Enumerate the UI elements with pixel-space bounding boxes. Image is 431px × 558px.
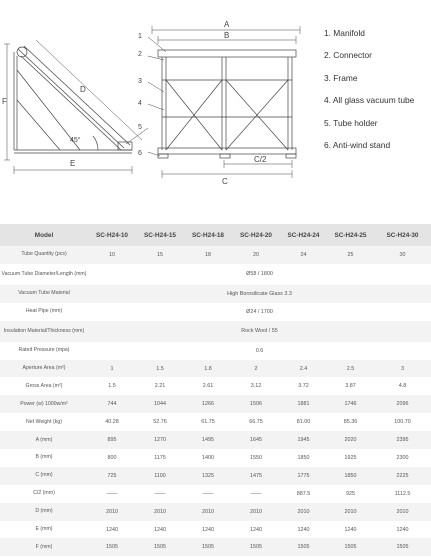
legend-item-anti-wind-stand: 6. Anti-wind stand <box>324 139 391 150</box>
dim-label-d: D <box>80 85 86 94</box>
angle-label: 45° <box>70 137 81 144</box>
table-cell: 3.72 <box>280 377 327 395</box>
spec-table-body <box>0 246 431 556</box>
table-cell: 1495 <box>184 431 232 449</box>
table-row <box>0 377 431 395</box>
row-label: Tube Quantity (pcs) <box>0 246 88 264</box>
table-cell: 1775 <box>280 467 327 485</box>
header-model-col: SC-H24-25 <box>327 224 374 246</box>
header-model-col: SC-H24-30 <box>374 224 431 246</box>
table-cell: 1240 <box>327 521 374 539</box>
table-row <box>0 264 431 285</box>
table-cell: 1550 <box>232 449 280 467</box>
table-row <box>0 246 431 264</box>
table-cell: 2010 <box>232 503 280 521</box>
table-row <box>0 449 431 467</box>
table-cell: 2.5 <box>327 360 374 378</box>
row-label: E (mm) <box>0 521 88 539</box>
table-cell: 1475 <box>232 467 280 485</box>
table-cell: 800 <box>88 449 136 467</box>
table-cell: 2010 <box>136 503 184 521</box>
row-label: Aperture Area (m²) <box>0 360 88 378</box>
table-cell: 1506 <box>232 395 280 413</box>
row-label: D (mm) <box>0 503 88 521</box>
table-cell: 1.5 <box>136 360 184 378</box>
table-cell: 2020 <box>327 431 374 449</box>
table-row <box>0 395 431 413</box>
table-cell: 30 <box>374 246 431 264</box>
row-label: C (mm) <box>0 467 88 485</box>
table-cell: 25 <box>327 246 374 264</box>
table-row <box>0 485 431 503</box>
table-cell: —— <box>136 485 184 503</box>
table-cell: 1505 <box>88 538 136 556</box>
header-model-col: SC-H24-20 <box>232 224 280 246</box>
table-cell: 1.5 <box>88 377 136 395</box>
table-cell: 1505 <box>184 538 232 556</box>
table-cell: 1505 <box>327 538 374 556</box>
table-cell: 24 <box>280 246 327 264</box>
table-cell-span: High Borosilicate Glass 3.3 <box>88 285 431 303</box>
row-label: Power (w) 1000w/m² <box>0 395 88 413</box>
table-row <box>0 467 431 485</box>
table-cell: 1746 <box>327 395 374 413</box>
table-cell: 1240 <box>374 521 431 539</box>
table-cell: 18 <box>184 246 232 264</box>
table-cell: 1112.5 <box>374 485 431 503</box>
legend-item-manifold: 1. Manifold <box>324 28 365 38</box>
table-cell: 3.12 <box>232 377 280 395</box>
dim-label-c: C <box>222 177 228 186</box>
table-cell: —— <box>232 485 280 503</box>
legend-item-tube-holder: 5. Tube holder <box>324 117 378 128</box>
table-cell: 3 <box>374 360 431 378</box>
table-cell: 887.5 <box>280 485 327 503</box>
header-model-col: SC-H24-24 <box>280 224 327 246</box>
table-cell: 2010 <box>327 503 374 521</box>
callout-1: 1 <box>138 33 142 40</box>
row-label: F (mm) <box>0 538 88 556</box>
row-label: Vacuum Tube Diameter/Length (mm) <box>0 264 88 285</box>
table-cell: 1175 <box>136 449 184 467</box>
table-cell: 1850 <box>327 467 374 485</box>
side-view <box>4 40 142 174</box>
row-label: A (mm) <box>0 431 88 449</box>
spec-table <box>0 224 431 556</box>
table-cell: 1270 <box>136 431 184 449</box>
table-row <box>0 413 431 431</box>
callout-4: 4 <box>138 100 142 107</box>
table-cell-span: Ø58 / 1800 <box>88 264 431 285</box>
header-model: Model <box>0 224 88 246</box>
row-label: Gross Area (m²) <box>0 377 88 395</box>
parts-legend <box>324 22 431 156</box>
row-label: Insulation Material/Thickness (mm) <box>0 321 88 342</box>
table-cell: 895 <box>88 431 136 449</box>
table-cell: 1044 <box>136 395 184 413</box>
table-cell: 20 <box>232 246 280 264</box>
table-cell: 1505 <box>232 538 280 556</box>
row-label: B (mm) <box>0 449 88 467</box>
table-cell-span: Ø24 / 1700 <box>88 303 431 321</box>
table-cell-span: 0.6 <box>88 342 431 360</box>
table-cell: 925 <box>327 485 374 503</box>
table-cell: 2.21 <box>136 377 184 395</box>
table-cell: 2 <box>232 360 280 378</box>
table-cell: 744 <box>88 395 136 413</box>
table-cell: 1100 <box>136 467 184 485</box>
table-cell: 2300 <box>374 449 431 467</box>
table-cell: —— <box>88 485 136 503</box>
callout-leaders <box>126 37 166 156</box>
legend-item-vacuum-tube: 4. All glass vacuum tube <box>324 95 415 106</box>
table-cell: 725 <box>88 467 136 485</box>
front-view <box>152 26 300 178</box>
collector-drawing <box>0 0 320 200</box>
row-label: Net Weight (kg) <box>0 413 88 431</box>
table-cell: 1266 <box>184 395 232 413</box>
callout-3: 3 <box>138 78 142 85</box>
table-cell: 81.00 <box>280 413 327 431</box>
table-cell: 1240 <box>184 521 232 539</box>
table-cell: 2010 <box>280 503 327 521</box>
table-row <box>0 538 431 556</box>
header-model-col: SC-H24-15 <box>136 224 184 246</box>
table-cell: 1945 <box>280 431 327 449</box>
table-row <box>0 321 431 342</box>
table-cell: 40.28 <box>88 413 136 431</box>
table-cell: 2395 <box>374 431 431 449</box>
table-cell: 1325 <box>184 467 232 485</box>
table-cell: 10 <box>88 246 136 264</box>
table-cell: 1240 <box>280 521 327 539</box>
table-cell: 3.87 <box>327 377 374 395</box>
table-cell: 100.70 <box>374 413 431 431</box>
legend-item-frame: 3. Frame <box>324 72 358 83</box>
dim-label-c-half: C/2 <box>254 155 267 164</box>
table-cell: 1 <box>88 360 136 378</box>
table-row <box>0 342 431 360</box>
table-cell: 2096 <box>374 395 431 413</box>
table-cell: 1505 <box>280 538 327 556</box>
row-label: Heat Pipe (mm) <box>0 303 88 321</box>
table-row <box>0 521 431 539</box>
table-cell: 2010 <box>184 503 232 521</box>
table-cell: 85.36 <box>327 413 374 431</box>
table-row <box>0 360 431 378</box>
row-label: C/2 (mm) <box>0 485 88 503</box>
table-cell: 1.8 <box>184 360 232 378</box>
dim-label-f: F <box>2 97 7 106</box>
table-cell: —— <box>184 485 232 503</box>
row-label: Rated Pressure (mpa) <box>0 342 88 360</box>
table-cell: 1645 <box>232 431 280 449</box>
callout-6: 6 <box>138 150 142 157</box>
header-model-col: SC-H24-18 <box>184 224 232 246</box>
table-cell: 2.61 <box>184 377 232 395</box>
table-cell: 1505 <box>374 538 431 556</box>
dim-label-b: B <box>224 31 230 40</box>
table-row <box>0 303 431 321</box>
table-cell: 52.76 <box>136 413 184 431</box>
table-cell: 1240 <box>88 521 136 539</box>
callout-2: 2 <box>138 51 142 58</box>
table-cell: 61.75 <box>184 413 232 431</box>
table-cell: 2225 <box>374 467 431 485</box>
header-model-col: SC-H24-10 <box>88 224 136 246</box>
table-cell-span: Rock Wool / 55 <box>88 321 431 342</box>
table-cell: 1240 <box>136 521 184 539</box>
table-row <box>0 431 431 449</box>
callout-5: 5 <box>138 124 142 131</box>
table-cell: 2.4 <box>280 360 327 378</box>
table-row <box>0 503 431 521</box>
table-cell: 1400 <box>184 449 232 467</box>
table-cell: 1505 <box>136 538 184 556</box>
table-cell: 15 <box>136 246 184 264</box>
legend-item-connector: 2. Connector <box>324 50 372 61</box>
table-cell: 1925 <box>327 449 374 467</box>
table-header-row <box>0 224 431 246</box>
table-cell: 2010 <box>374 503 431 521</box>
row-label: Vacuum Tube Material <box>0 285 88 303</box>
table-cell: 4.8 <box>374 377 431 395</box>
table-cell: 1881 <box>280 395 327 413</box>
table-cell: 1850 <box>280 449 327 467</box>
table-cell: 1240 <box>232 521 280 539</box>
table-cell: 66.75 <box>232 413 280 431</box>
table-cell: 2010 <box>88 503 136 521</box>
dim-label-e: E <box>70 159 76 168</box>
dim-label-a: A <box>224 20 230 29</box>
table-row <box>0 285 431 303</box>
